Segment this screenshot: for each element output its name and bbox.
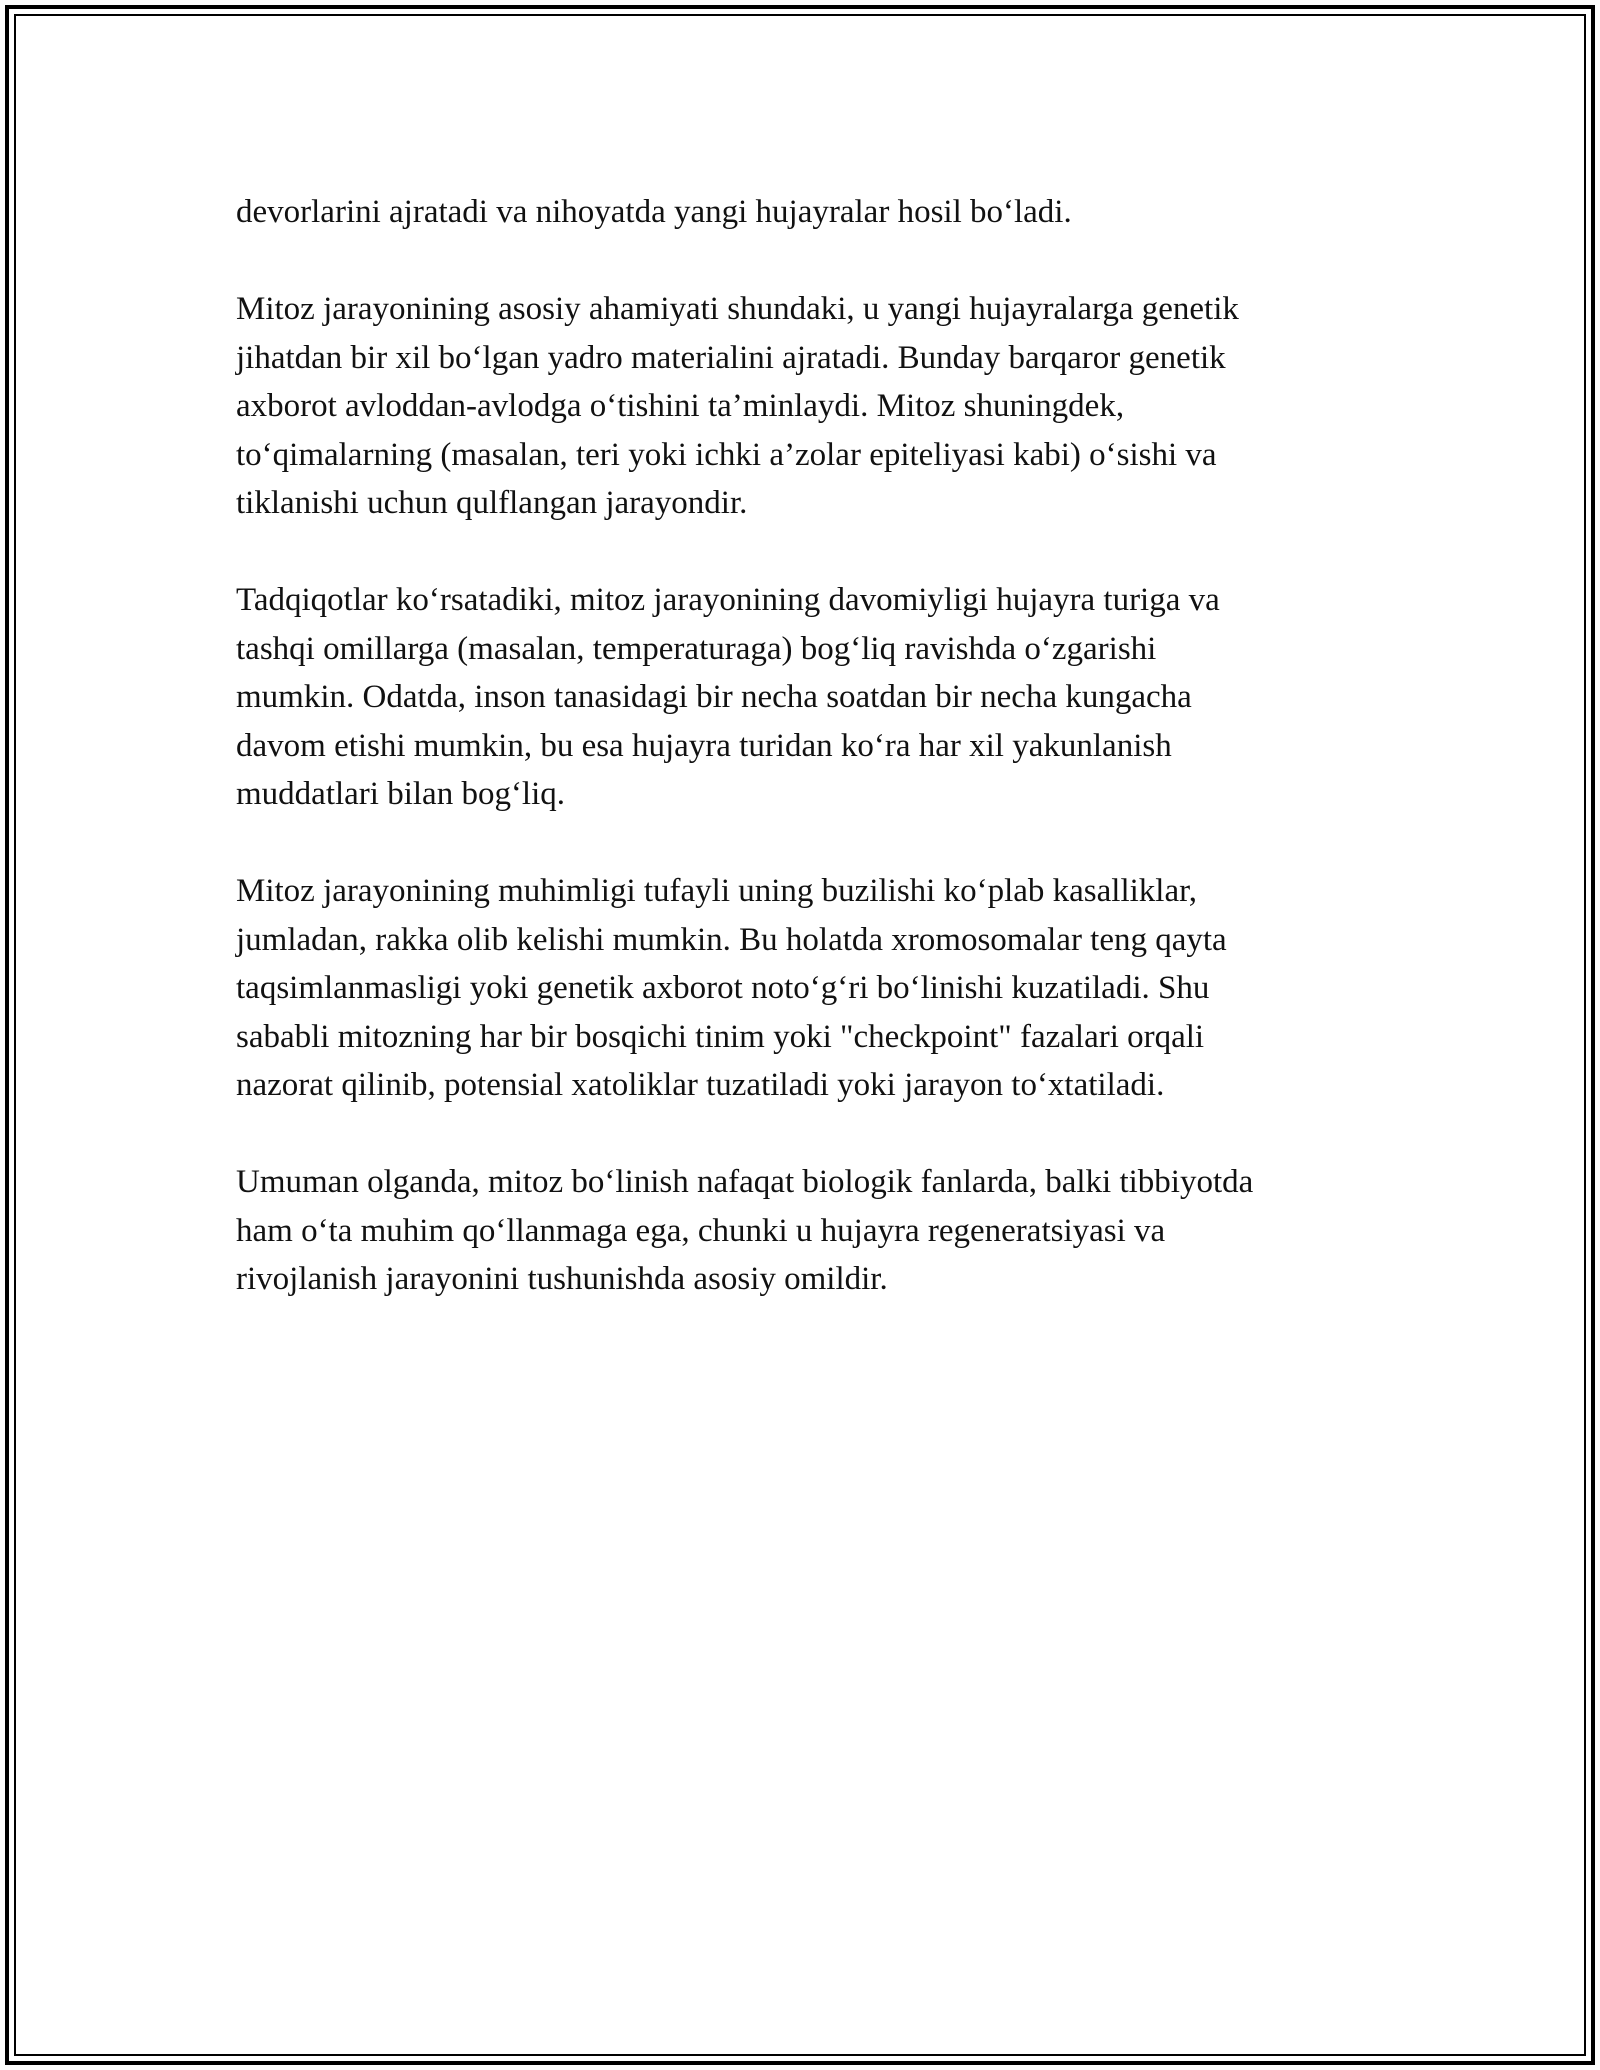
paragraph-1: devorlarini ajratadi va nihoyatda yangi hujayralar hosil bo‘ladi. — [236, 194, 1072, 230]
paragraph-3: Tadqiqotlar ko‘rsatadiki, mitoz jarayonining davomiyligi hujayra turiga va tashqi omillarga (masalan, temperaturaga) bog‘liq ravishda o‘zgarishi mumkin. Odatda, inson tanasidagi bir necha soatdan bir necha kungacha davom etishi mumkin, bu esa hujayra turidan ko‘ra har xil yakunlanish muddatlari bilan bog‘liq. — [236, 582, 1220, 812]
document-body — [236, 188, 1396, 1352]
paragraph-2: Mitoz jarayonining asosiy ahamiyati shundaki, u yangi hujayralarga genetik jihatdan bir xil bo‘lgan yadro materialini ajratadi. Bunday barqaror genetik axborot avloddan-avlodga o‘tishini ta’minlaydi. Mitoz shuningdek, to‘qimalarning (masalan, teri yoki ichki a’zolar epiteliyasi kabi) o‘sishi va tiklanishi uchun qulflangan jarayondir. — [236, 291, 1239, 521]
paragraph-5: Umuman olganda, mitoz bo‘linish nafaqat biologik fanlarda, balki tibbiyotda ham o‘ta muhim qo‘llanmaga ega, chunki u hujayra regeneratsiyasi va rivojlanish jarayonini tushunishda asosiy omildir. — [236, 1164, 1254, 1297]
paragraph-4: Mitoz jarayonining muhimligi tufayli uning buzilishi ko‘plab kasalliklar, jumladan, rakka olib kelishi mumkin. Bu holatda xromosomalar teng qayta taqsimlanmasligi yoki genetik axborot noto‘g‘ri bo‘linishi kuzatiladi. Shu sababli mitozning har bir bosqichi tinim yoki "checkpoint" fazalari orqali nazorat qilinib, potensial xatoliklar tuzatiladi yoki jarayon to‘xtatiladi. — [236, 873, 1227, 1103]
